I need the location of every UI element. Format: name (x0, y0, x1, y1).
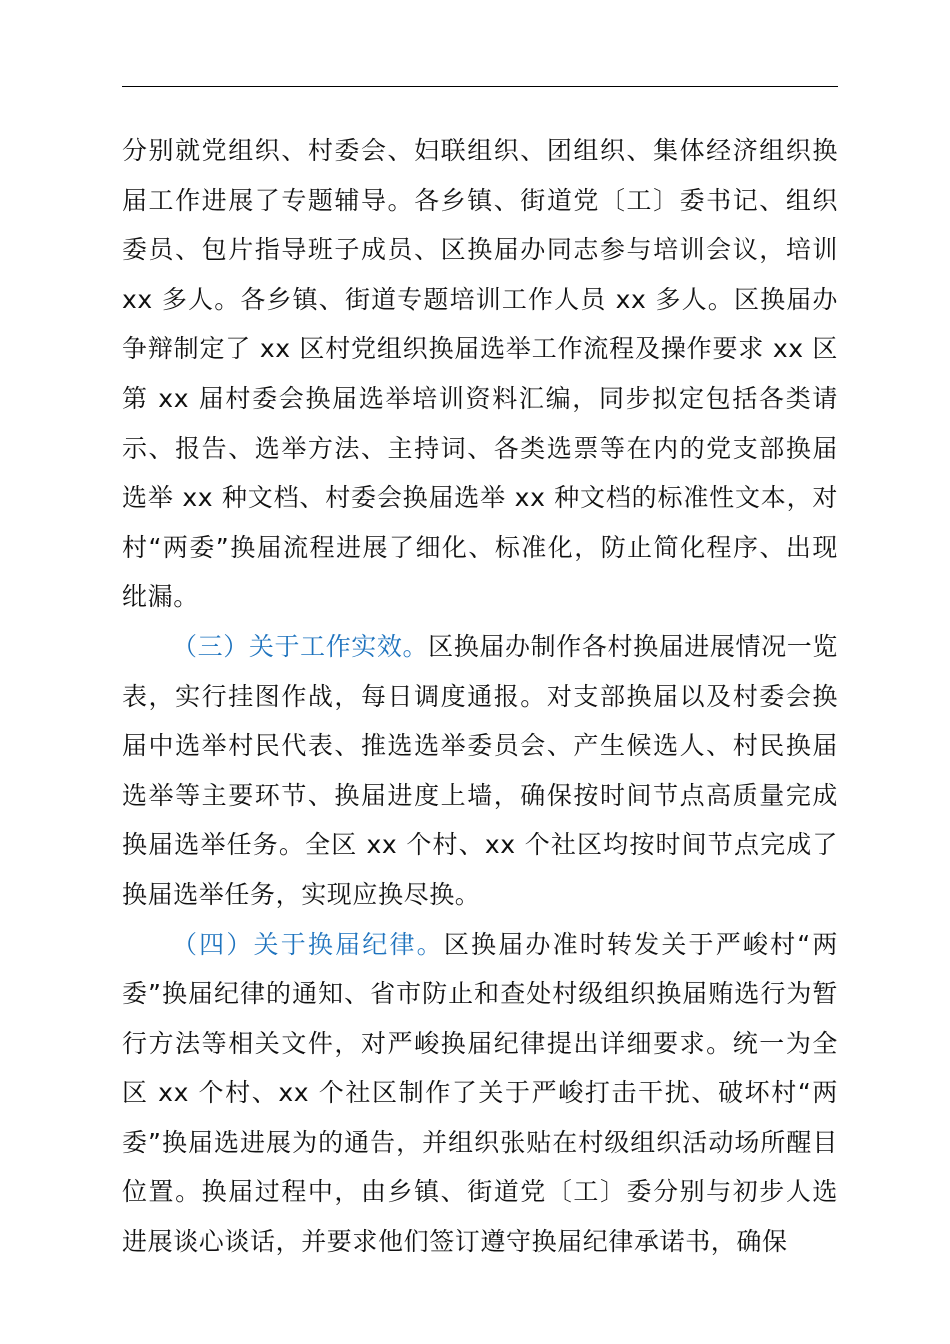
paragraph-election-discipline (122, 920, 838, 1267)
document-body (122, 126, 838, 1267)
paragraph-text: 区换届办制作各村换届进展情况一览表，实行挂图作战，每日调度通报。对支部换届以及村委会换届中选举村民代表、推选选举委员会、产生候选人、村民换届选举等主要环节、换届进度上墙，确保按时间节点高质量完成换届选举任务。全区 xx 个村、xx 个社区均按时间节点完成了换届选举任务，实现应换尽换。 (122, 631, 838, 909)
section-heading: （三）关于工作实效。 (172, 631, 429, 661)
header-rule (122, 86, 838, 87)
paragraph-work-effectiveness (122, 622, 838, 920)
paragraph-text: 分别就党组织、村委会、妇联组织、团组织、集体经济组织换届工作进展了专题辅导。各乡镇、街道党〔工〕委书记、组织委员、包片指导班子成员、区换届办同志参与培训会议，培训 xx 多人。各乡镇、街道专题培训工作人员 xx 多人。区换届办争辩制定了 xx 区村党组织换届选举工作流程及操作要求 xx 区第 xx 届村委会换届选举培训资料汇编，同步拟定包括各类请示、报告、选举方法、主持词、各类选票等在内的党支部换届选举 xx 种文档、村委会换届选举 xx 种文档的标准性文本，对村“两委”换届流程进展了细化、标准化，防止简化程序、出现纰漏。 (122, 136, 838, 612)
paragraph-continued (122, 126, 838, 622)
paragraph-text: 区换届办准时转发关于严峻村“两委”换届纪律的通知、省市防止和查处村级组织换届贿选行为暂行方法等相关文件，对严峻换届纪律提出详细要求。统一为全区 xx 个村、xx 个社区制作了关于严峻打击干扰、破坏村“两委”换届选进展为的通告，并组织张贴在村级组织活动场所醒目位置。换届过程中，由乡镇、街道党〔工〕委分别与初步人选进展谈心谈话，并要求他们签订遵守换届纪律承诺书，确保 (122, 929, 838, 1257)
section-heading: （四）关于换届纪律。 (172, 929, 444, 959)
